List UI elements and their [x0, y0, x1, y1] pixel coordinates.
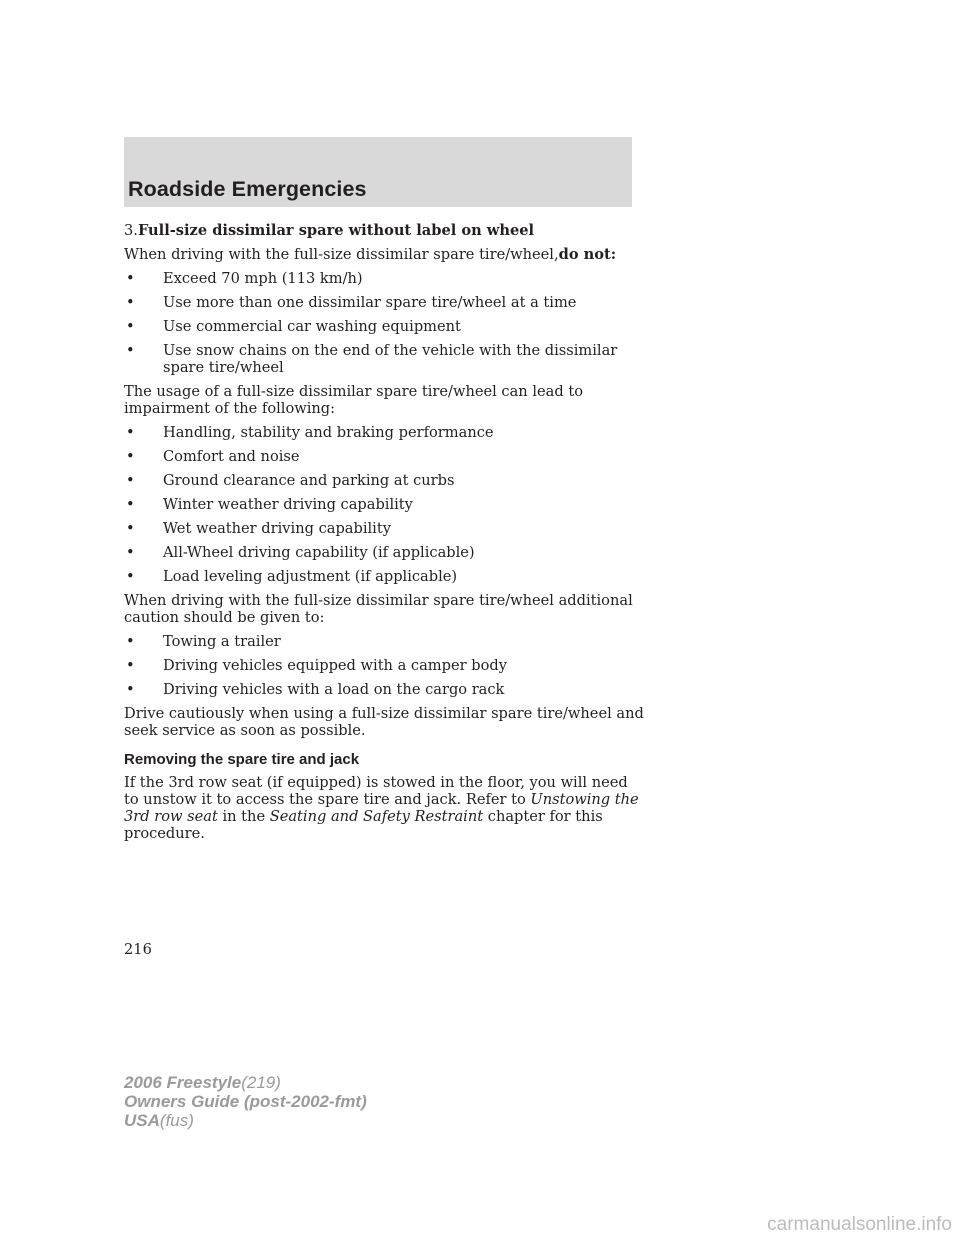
list-item: • Load leveling adjustment (if applicable) [126, 568, 458, 585]
drive-note: Drive cautiously when using a full-size dissimilar spare tire/wheel and seek service as soon as possible. [124, 705, 644, 739]
list-item: • All-Wheel driving capability (if applicable) [126, 544, 475, 561]
footer-line-3: USA(fus) [124, 1111, 194, 1130]
list-item: • Towing a trailer [126, 633, 281, 650]
list-item: • Use more than one dissimilar spare tire/wheel at a time [126, 294, 577, 311]
list-item: • Exceed 70 mph (113 km/h) [126, 270, 363, 287]
caution-list [124, 633, 644, 698]
caution-intro: When driving with the full-size dissimilar spare tire/wheel additional caution should be given to: [124, 592, 633, 626]
list-item: • Use commercial car washing equipment [126, 318, 461, 335]
footer-line-2: Owners Guide (post-2002-fmt) [124, 1092, 367, 1111]
do-not-list [124, 270, 644, 376]
list-item: • Use snow chains on the end of the vehicle with the dissimilar spare tire/wheel [126, 342, 618, 376]
item-number: 3. [124, 222, 138, 239]
page-content [124, 222, 644, 849]
item-3-heading [124, 222, 644, 239]
watermark: carmanualsonline.info [767, 1214, 952, 1235]
intro-paragraph: When driving with the full-size dissimilar spare tire/wheel,do not: [124, 246, 617, 263]
cross-reference: Seating and Safety Restraint [269, 808, 484, 825]
item-title: Full-size dissimilar spare without label on wheel [137, 222, 535, 239]
impairment-intro: The usage of a full-size dissimilar spare tire/wheel can lead to impairment of the following: [124, 383, 583, 417]
do-not-label: do not: [558, 246, 617, 263]
section-heading: Removing the spare tire and jack [124, 751, 360, 768]
list-item: • Ground clearance and parking at curbs [126, 472, 455, 489]
list-item: • Driving vehicles with a load on the cargo rack [126, 681, 505, 698]
footer-line-1: 2006 Freestyle(219) [124, 1073, 281, 1092]
list-item: • Comfort and noise [126, 448, 300, 465]
list-item: • Handling, stability and braking performance [126, 424, 494, 441]
list-item: • Wet weather driving capability [126, 520, 391, 537]
cross-reference: Unstowing the 3rd row seat [124, 791, 639, 825]
page-title: Roadside Emergencies [128, 177, 367, 201]
section-paragraph: If the 3rd row seat (if equipped) is stowed in the floor, you will need to unstow it to access the spare tire and jack. Refer to Unstowing the 3rd row seat in the Seating and Safety Restraint chapter for this procedure. [124, 774, 639, 842]
footer [124, 1073, 367, 1130]
impairment-list [124, 424, 644, 585]
list-item: • Winter weather driving capability [126, 496, 413, 513]
page-number: 216 [124, 941, 152, 958]
list-item: • Driving vehicles equipped with a camper body [126, 657, 507, 674]
